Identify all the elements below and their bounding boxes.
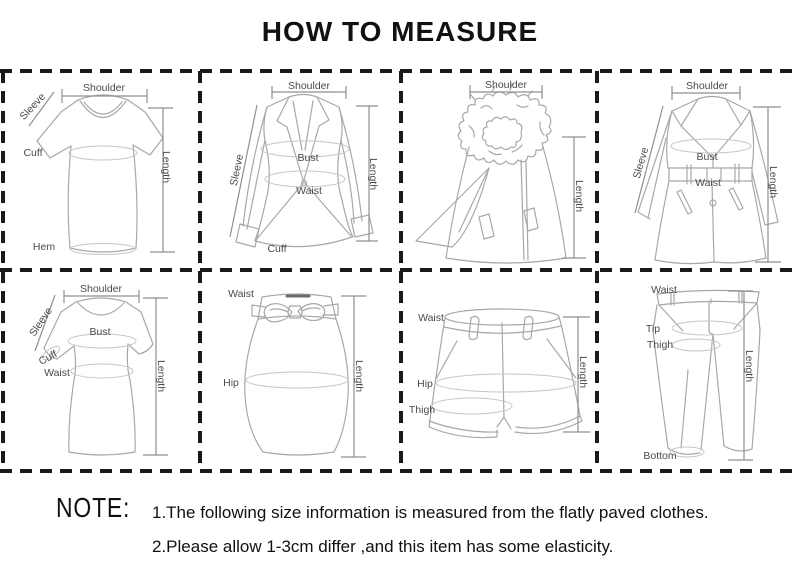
panel-shorts	[409, 309, 590, 438]
dress-shoulder-label: Shoulder	[79, 283, 123, 295]
shorts-waist-label: Waist	[418, 312, 444, 324]
fur-coat-shoulder-label: Shoulder	[484, 79, 528, 91]
blazer-shoulder-label: Shoulder	[287, 80, 331, 92]
note-label: NOTE:	[56, 492, 131, 523]
panel-dress	[27, 283, 168, 455]
tshirt-drawing	[37, 95, 163, 255]
dress-sleeve-label: Sleeve	[27, 305, 55, 339]
trench-coat-length-label: Length	[767, 165, 779, 199]
blazer-length-label: Length	[367, 157, 379, 191]
panel-pants	[643, 284, 760, 462]
dress-bust-label: Bust	[89, 326, 111, 338]
pants-bottom-label: Bottom	[643, 450, 677, 462]
fur-coat-drawing	[416, 84, 566, 263]
skirt-hip-label: Hip	[223, 377, 239, 389]
page-title: HOW TO MEASURE	[261, 16, 539, 47]
trench-coat-waist-label: Waist	[695, 177, 721, 189]
blazer-sleeve-label: Sleeve	[227, 153, 247, 187]
panel-tshirt	[17, 82, 175, 255]
panel-fur-coat	[416, 79, 586, 263]
skirt-waist-label: Waist	[228, 288, 254, 300]
grid-borders	[0, 71, 800, 471]
skirt-length-label: Length	[353, 359, 365, 393]
panel-skirt	[223, 288, 366, 457]
dress-length-label: Length	[155, 359, 167, 393]
trench-coat-shoulder-label: Shoulder	[685, 80, 729, 92]
panel-trench-coat	[631, 80, 781, 264]
tshirt-cuff-label: Cuff	[23, 147, 43, 159]
shorts-hip-label: Hip	[417, 378, 433, 390]
note-lines	[152, 503, 709, 571]
pants-thigh-label: Thigh	[646, 339, 674, 351]
dress-cuff-label: Cuff	[36, 348, 60, 368]
dress-waist-label: Waist	[44, 367, 70, 379]
pants-tip-label: Tip	[645, 323, 661, 335]
blazer-drawing	[236, 95, 373, 248]
blazer-bust-label: Bust	[297, 152, 319, 164]
note-line-2: 2.Please allow 1-3cm differ ,and this item has some elasticity.	[152, 537, 614, 556]
shorts-drawing	[429, 309, 582, 438]
trench-coat-bust-label: Bust	[696, 151, 718, 163]
blazer-cuff-label: Cuff	[267, 243, 287, 255]
shorts-thigh-label: Thigh	[408, 404, 436, 416]
skirt-drawing	[245, 294, 348, 455]
note-line-1: 1.The following size information is measured from the flatly paved clothes.	[152, 503, 709, 522]
fur-coat-length-label: Length	[573, 179, 585, 213]
tshirt-sleeve-label: Sleeve	[17, 90, 49, 123]
pants-waist-label: Waist	[651, 284, 677, 296]
shorts-length-label: Length	[577, 355, 589, 389]
trench-coat-measure-lines	[635, 86, 781, 262]
tshirt-hem-label: Hem	[32, 241, 56, 253]
pants-length-label: Length	[743, 349, 755, 383]
tshirt-shoulder-label: Shoulder	[82, 82, 126, 94]
panel-blazer	[228, 80, 379, 255]
trench-coat-sleeve-label: Sleeve	[630, 145, 652, 181]
blazer-waist-label: Waist	[296, 185, 322, 197]
tshirt-length-label: Length	[160, 150, 172, 184]
